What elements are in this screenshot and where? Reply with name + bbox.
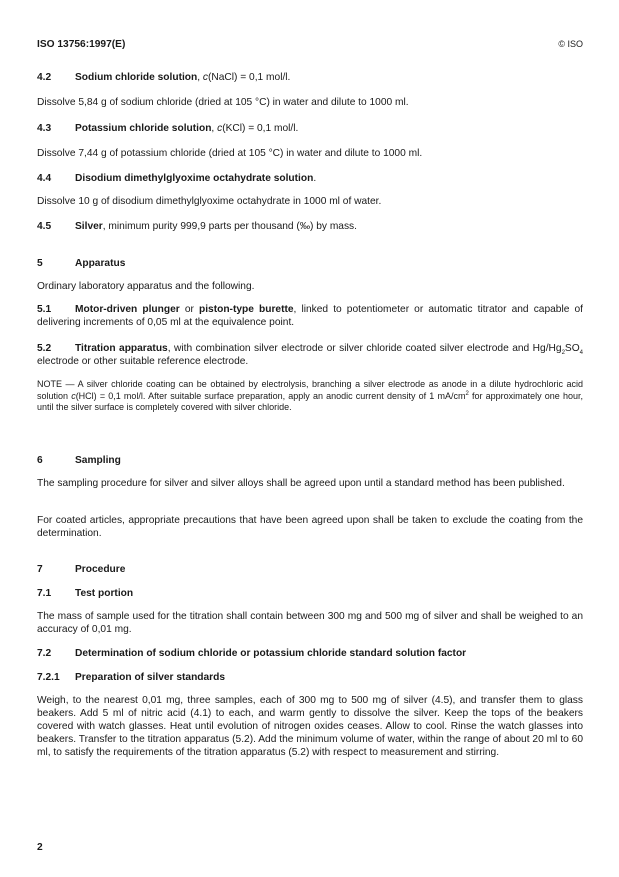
doc-id: ISO 13756:1997(E) bbox=[37, 39, 126, 50]
heading-4-2: 4.2 Sodium chloride solution, c(NaCl) = 0,1 mol/l. bbox=[37, 72, 291, 83]
note: NOTE — A silver chloride coating can be obtained by electrolysis, branching a silver electrode as anode in a dilute hydrochloric acid solution c(HCl) = 0,1 mol/l. After suitable surface preparation, apply an anodic current density of 1 $mA/cm^2$ for approximately one hour, until the silver surface is completely covered with silver chloride. bbox=[37, 379, 583, 412]
heading-7-2-1: 7.2.1 Preparation of silver standards bbox=[37, 672, 226, 683]
heading-7-1: 7.1 Test portion bbox=[37, 588, 134, 599]
heading-7: 7 Procedure bbox=[37, 564, 126, 575]
para-5: Ordinary laboratory apparatus and the following. bbox=[37, 281, 255, 292]
page-number: 2 bbox=[37, 842, 43, 853]
para-4-4: Dissolve 10 g of disodium dimethylglyoxime octahydrate in 1000 ml of water. bbox=[37, 196, 382, 207]
para-7-2-1: Weigh, to the nearest 0,01 mg, three samples, each of 300 mg to 500 mg of silver (4.5), and transfer them to glass beakers. Add 5 ml of nitric acid (4.1) to each, and warm gently to dissolve the silver. Keep the tops of the beakers covered with watch glasses. Heat until evolution of nitrogen oxides ceases. Allow to cool. Rinse the watch glasses into beakers. Transfer to the titration apparatus (5.2). Add the minimum volume of water, within the range of about 20 ml to 60 ml, to satisfy the requirements of the titration apparatus (5.2) with respect to measurement and stirring. bbox=[37, 695, 583, 758]
para-4-2: Dissolve 5,84 g of sodium chloride (dried at 105 °C) in water and dilute to 1000 ml. bbox=[37, 97, 409, 108]
para-7-1: The mass of sample used for the titration shall contain between 300 mg and 500 mg of silver and shall be weighed to an accuracy of 0,01 mg. bbox=[37, 611, 583, 635]
heading-4-5: 4.5 Silver, minimum purity 999,9 parts per thousand (‰) by mass. bbox=[37, 221, 357, 232]
para-6-2: For coated articles, appropriate precautions that have been agreed upon shall be taken to exclude the coating from the determination. bbox=[37, 515, 583, 539]
para-6-1: The sampling procedure for silver and silver alloys shall be agreed upon until a standard method has been published. bbox=[37, 478, 565, 489]
heading-4-3: 4.3 Potassium chloride solution, c(KCl) = 0,1 mol/l. bbox=[37, 123, 299, 134]
heading-6: 6 Sampling bbox=[37, 455, 121, 466]
para-5-2: 5.2 Titration apparatus, with combination silver electrode or silver chloride coated silver electrode and $Hg/Hg_2SO_4$ electrode or other suitable reference electrode. bbox=[37, 343, 583, 367]
heading-4-4: 4.4 Disodium dimethylglyoxime octahydrate solution. bbox=[37, 173, 317, 184]
para-4-3: Dissolve 7,44 g of potassium chloride (dried at 105 °C) in water and dilute to 1000 ml. bbox=[37, 148, 423, 159]
heading-5: 5 Apparatus bbox=[37, 258, 126, 269]
heading-7-2: 7.2 Determination of sodium chloride or potassium chloride standard solution factor bbox=[37, 648, 467, 659]
copyright: © ISO bbox=[558, 39, 583, 49]
para-5-1: 5.1 Motor-driven plunger or piston-type burette, linked to potentiometer or automatic titrator and capable of delivering increments of 0,05 ml at the equivalence point. bbox=[37, 304, 583, 328]
